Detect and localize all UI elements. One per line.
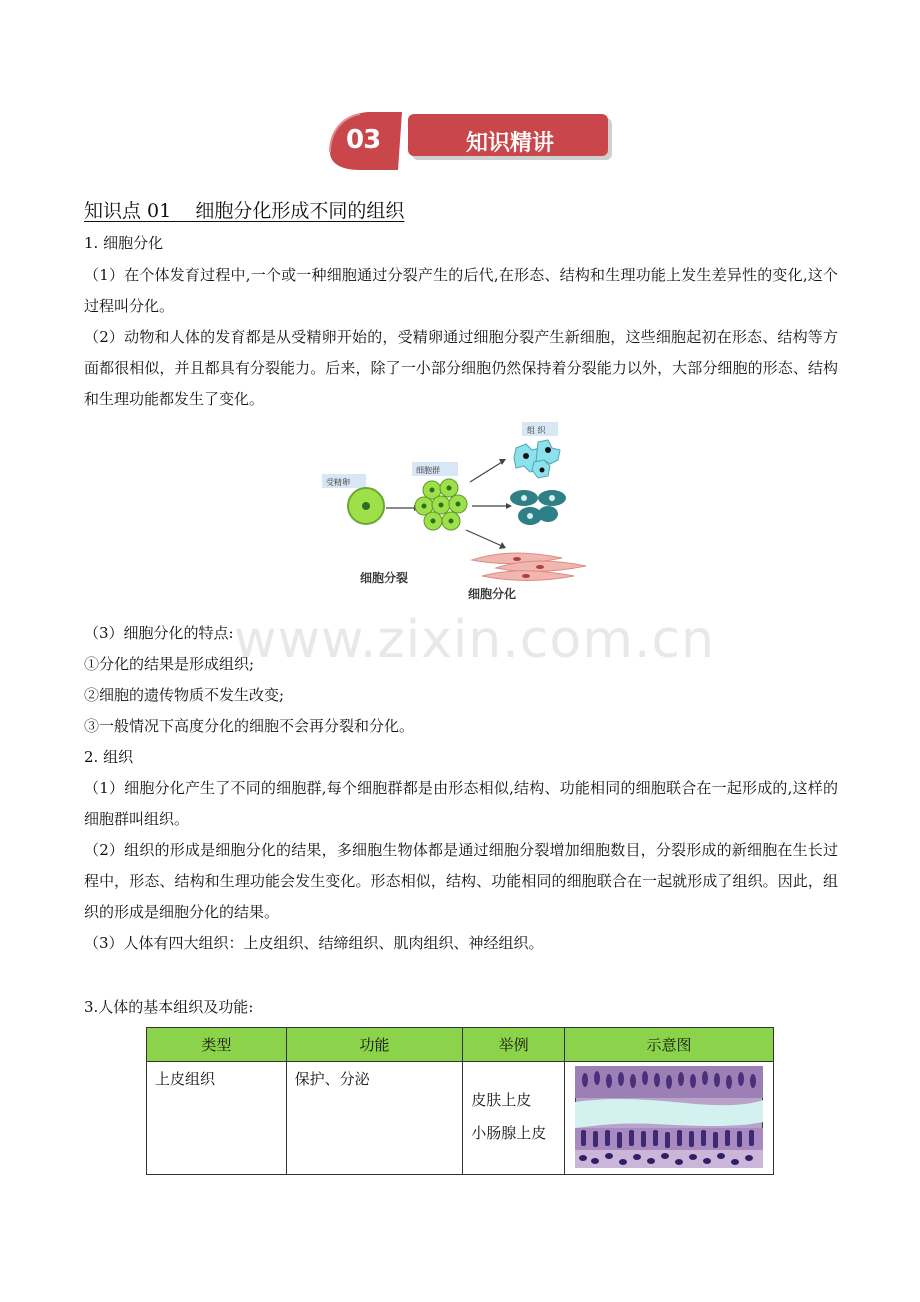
cell-cluster xyxy=(415,479,467,530)
table-cell-function xyxy=(286,1062,463,1175)
tissue-table xyxy=(146,1027,774,1175)
banner-title: 知识精讲 xyxy=(465,131,554,156)
table-header-diagram: 示意图 xyxy=(565,1028,774,1062)
epithelium-micrograph xyxy=(575,1066,763,1168)
cell-type-text: 上皮组织 xyxy=(155,1070,216,1088)
table-cell-diagram xyxy=(565,1062,774,1175)
tissue-label: 组 织 xyxy=(527,426,546,435)
table-row xyxy=(147,1062,774,1175)
paragraph-2-3: （3）人体有四大组织：上皮组织、结缔组织、肌肉组织、神经组织。 xyxy=(84,934,544,952)
example-skin-epithelium: 皮肤上皮 xyxy=(471,1091,532,1109)
tissue-cells-teal xyxy=(510,490,566,525)
division-caption: 细胞分裂 xyxy=(360,571,409,585)
paragraph-1-3: （3）细胞分化的特点: xyxy=(84,624,234,642)
cluster-label: 细胞群 xyxy=(416,466,440,475)
example-intestinal-gland-epithelium: 小肠腺上皮 xyxy=(471,1124,547,1142)
differentiation-arrow-1 xyxy=(470,462,502,482)
heading-tissue: 2. 组织 xyxy=(84,748,134,766)
differentiation-caption: 细胞分化 xyxy=(468,587,517,601)
feature-item-2: ②细胞的遗传物质不发生改变; xyxy=(84,686,285,704)
table-cell-type xyxy=(147,1062,287,1175)
feature-item-3: ③一般情况下高度分化的细胞不会再分裂和分化。 xyxy=(84,717,415,735)
section-title: 知识点 01 细胞分化形成不同的组织 xyxy=(84,200,405,222)
watermark: www.zixin.com.cn xyxy=(234,610,715,670)
paragraph-2-2: （2）组织的形成是细胞分化的结果，多细胞生物体都是通过细胞分裂增加细胞数目，分裂形成的新细胞在生长过程中，形态、结构和生理功能会发生变化。形态相似，结构、功能相同的细胞联合在一起就形成了组织。因此，组织的形成是细胞分化的结果。 xyxy=(84,841,838,921)
table-header-function: 功能 xyxy=(286,1028,463,1062)
tissue-cells-muscle xyxy=(472,553,586,581)
heading-cell-differentiation: 1. 细胞分化 xyxy=(84,234,164,252)
heading-basic-tissues: 3.人体的基本组织及功能: xyxy=(84,998,254,1016)
paragraph-1-1: （1）在个体发育过程中,一个或一种细胞通过分裂产生的后代,在形态、结构和生理功能上发生差异性的变化,这个过程叫分化。 xyxy=(84,266,838,315)
zygote-nucleus xyxy=(362,502,370,510)
table-header-row xyxy=(147,1028,774,1062)
table-header-type: 类型 xyxy=(147,1028,287,1062)
paragraph-1-2: （2）动物和人体的发育都是从受精卵开始的，受精卵通过细胞分裂产生新细胞，这些细胞起初在形态、结构等方面都很相似，并且都具有分裂能力。后来，除了一小部分细胞仍然保持着分裂能力以外，大部分细胞的形态、结构和生理功能都发生了变化。 xyxy=(84,328,838,408)
cell-differentiation-diagram xyxy=(312,418,602,606)
paragraph-2-1: （1）细胞分化产生了不同的细胞群,每个细胞群都是由形态相似,结构、功能相同的细胞联合在一起形成的,这样的细胞群叫组织。 xyxy=(84,779,838,828)
table-cell-example xyxy=(463,1062,565,1175)
table-header-example: 举例 xyxy=(463,1028,565,1062)
tissue-cells-nerve xyxy=(514,440,560,478)
differentiation-arrow-3 xyxy=(466,530,502,546)
banner-number: 03 xyxy=(346,125,381,155)
cell-function-text: 保护、分泌 xyxy=(294,1070,370,1088)
feature-item-1: ①分化的结果是形成组织; xyxy=(84,655,255,673)
zygote-label: 受精卵 xyxy=(326,478,350,487)
